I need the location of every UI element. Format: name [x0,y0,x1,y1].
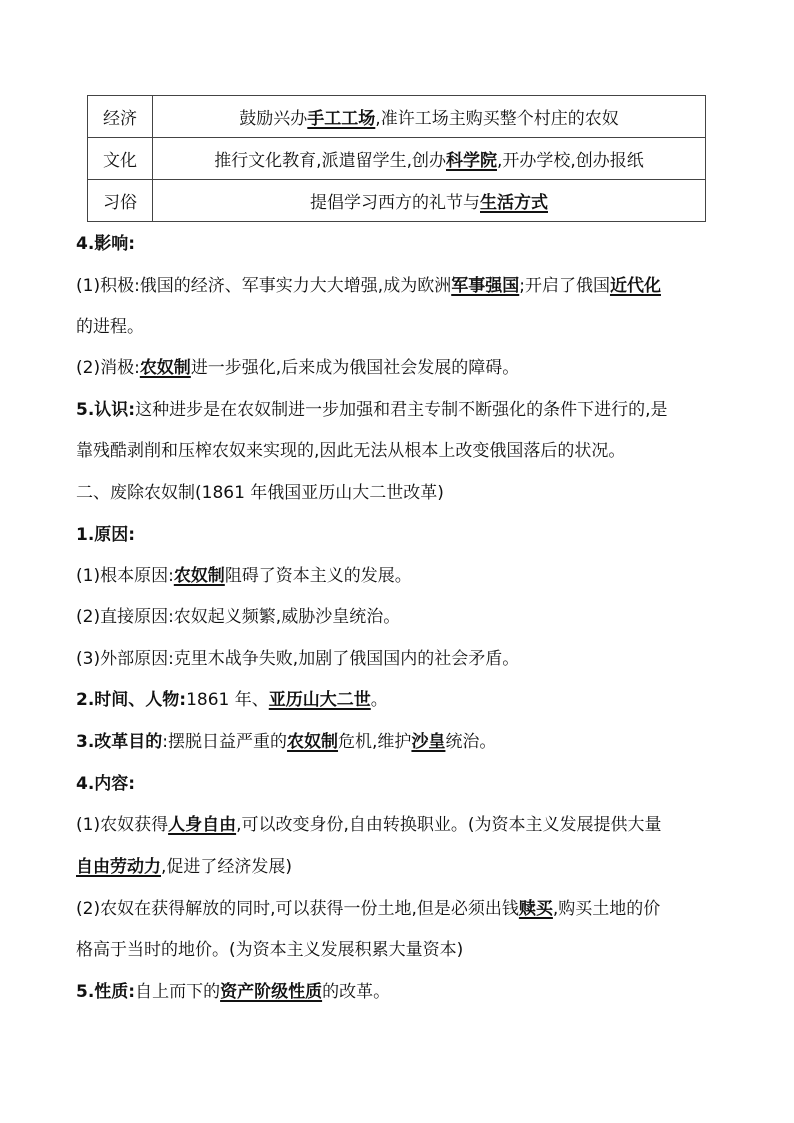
text-segment: 的改革。 [322,982,391,1002]
text-segment: 统治。 [445,732,497,752]
paragraph-line [76,857,292,877]
table-cell-key: 文化 [88,138,153,180]
underlined-keyword: 农奴制 [173,566,225,586]
text-segment: (1)积极:俄国的经济、军事实力大大增强,成为欧洲 [76,276,452,296]
table-cell-value [153,180,706,222]
text-segment: 阻碍了资本主义的发展。 [224,566,412,586]
paragraph-line [76,899,660,919]
table-cell-value [153,96,706,138]
text-segment: 推行文化教育,派遣留学生,创办 [214,151,446,171]
text-segment: (1)农奴获得 [76,815,169,835]
text-segment: 摆脱日益严重的 [168,732,288,752]
underlined-keyword: 赎买 [518,899,553,919]
underlined-keyword: 人身自由 [168,815,237,835]
text-segment: ,准许工场主购买整个村庄的农奴 [375,109,619,129]
text-segment: 。 [370,690,388,710]
table-row [88,138,706,180]
paragraph-line [76,690,388,710]
section-heading: 5.性质: [76,982,136,1002]
section-heading: 4.影响: [76,234,136,254]
section-heading: 2.时间、人物: [76,690,187,710]
paragraph-line [76,982,390,1002]
text-segment: 提倡学习西方的礼节与 [310,193,480,213]
underlined-keyword: 沙皇 [411,732,446,752]
underlined-keyword: 手工工场 [307,109,376,129]
table-row [88,96,706,138]
section-heading: 1.原因: [76,525,136,545]
underlined-keyword: 军事强国 [451,276,520,296]
text-segment: 自上而下的 [135,982,221,1002]
part-title: 二、废除农奴制(1861 年俄国亚历山大二世改革) [76,483,444,503]
table-row [88,180,706,222]
underlined-keyword: 农奴制 [287,732,339,752]
text-segment: 1861 年、 [186,690,269,710]
text-segment: (2)农奴在获得解放的同时,可以获得一份土地,但是必须出钱 [76,899,519,919]
paragraph-line: 的进程。 [76,317,144,337]
paragraph-line: (3)外部原因:克里木战争失败,加剧了俄国国内的社会矛盾。 [76,649,520,669]
table-cell-key: 经济 [88,96,153,138]
underlined-keyword: 资产阶级性质 [220,982,323,1002]
paragraph-line: 格高于当时的地价。(为资本主义发展积累大量资本) [76,940,464,960]
text-segment: 鼓励兴办 [239,109,308,129]
paragraph-line [76,566,412,586]
text-segment: ,购买土地的价 [552,899,661,919]
reform-table [87,95,706,222]
text-segment: : [162,732,169,752]
underlined-keyword: 亚历山大二世 [268,690,371,710]
table-cell-value [153,138,706,180]
table-cell-key: 习俗 [88,180,153,222]
text-segment: ,可以改变身份,自由转换职业。(为资本主义发展提供大量 [236,815,662,835]
text-segment: 这种进步是在农奴制进一步加强和君主专制不断强化的条件下进行的,是 [135,400,668,420]
text-segment: ;开启了俄国 [519,276,610,296]
text-segment: (2)消极: [76,358,140,378]
underlined-keyword: 生活方式 [480,193,548,213]
text-segment: ,开办学校,创办报纸 [497,151,644,171]
paragraph-line [76,815,662,835]
text-segment: ,促进了经济发展) [161,857,293,877]
section-heading: 3.改革目的 [76,732,163,752]
paragraph-line: 靠残酷剥削和压榨农奴来实现的,因此无法从根本上改变俄国落后的状况。 [76,441,626,461]
underlined-keyword: 自由劳动力 [76,857,161,877]
text-segment: 危机,维护 [338,732,412,752]
underlined-keyword: 科学院 [446,151,497,171]
paragraph-line: (2)直接原因:农奴起义频繁,威胁沙皇统治。 [76,607,401,627]
paragraph-line [76,276,661,296]
section-heading: 4.内容: [76,774,136,794]
underlined-keyword: 农奴制 [139,358,191,378]
text-segment: (1)根本原因: [76,566,174,586]
paragraph-line [76,400,668,420]
paragraph-line [76,732,496,752]
paragraph-line [76,358,519,378]
text-segment: 进一步强化,后来成为俄国社会发展的障碍。 [190,358,520,378]
underlined-keyword: 近代化 [609,276,661,296]
section-heading: 5.认识: [76,400,136,420]
